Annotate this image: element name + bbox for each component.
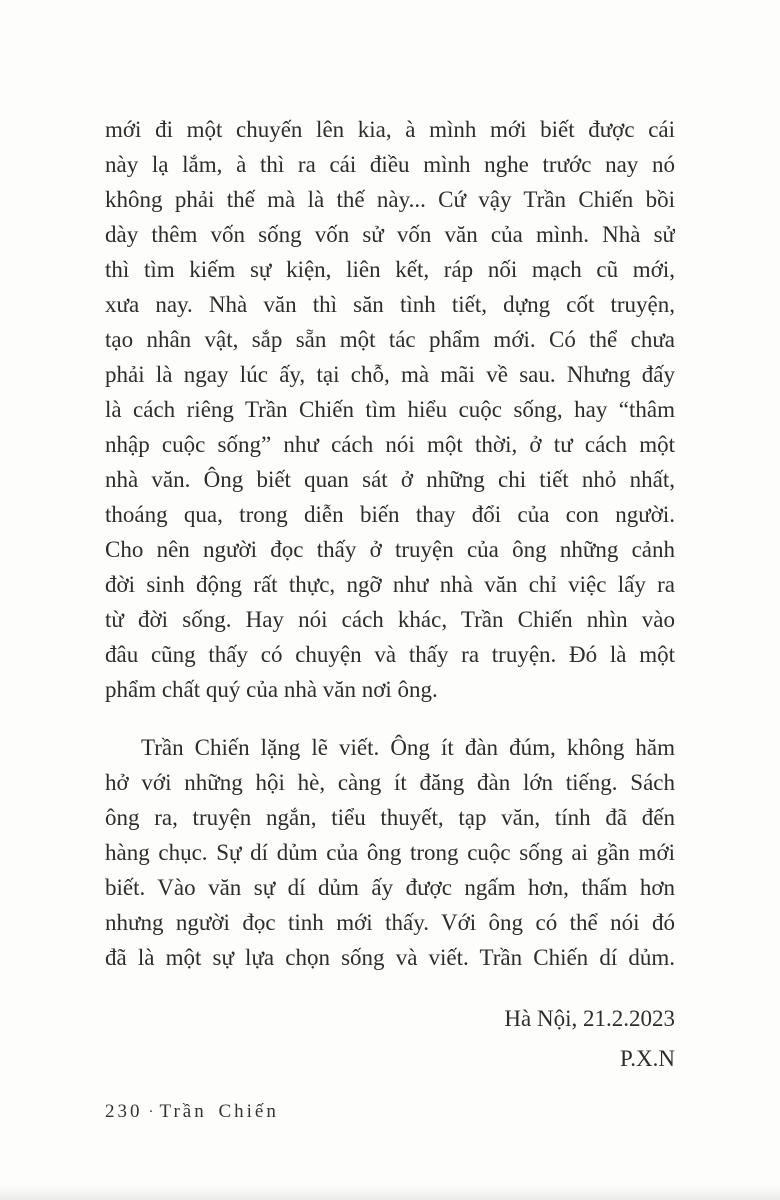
text-line: ông ra, truyện ngắn, tiểu thuyết, tạp văn, tính đã đến — [105, 805, 675, 830]
text-line: Cho nên người đọc thấy ở truyện của ông những cảnh — [105, 537, 675, 562]
text-line: biết. Vào văn sự dí dủm ấy được ngấm hơn, thấm hơn — [105, 875, 675, 900]
text-line: mới đi một chuyến lên kia, à mình mới biết được cái — [105, 117, 675, 142]
footer-separator: · — [148, 1104, 154, 1120]
running-title: Trần Chiến — [159, 1101, 279, 1122]
text-line: xưa nay. Nhà văn thì săn tình tiết, dựng cốt truyện, — [105, 292, 675, 317]
text-line: nhà văn. Ông biết quan sát ở những chi tiết nhỏ nhất, — [105, 467, 675, 492]
text-line: Hà Nội, 21.2.2023 — [504, 1006, 675, 1031]
text-line: phải là ngay lúc ấy, tại chỗ, mà mãi về sau. Nhưng đấy — [105, 362, 675, 387]
text-line: thì tìm kiếm sự kiện, liên kết, ráp nối mạch cũ mới, — [105, 257, 675, 282]
text-line: Trần Chiến lặng lẽ viết. Ông ít đàn đúm, không hăm — [141, 735, 675, 760]
text-line: P.X.N — [620, 1046, 675, 1071]
text-line: hở với những hội hè, càng ít đăng đàn lớn tiếng. Sách — [105, 770, 675, 795]
running-footer — [105, 1099, 279, 1125]
text-line: đã là một sự lựa chọn sống và viết. Trần Chiến dí dủm. — [105, 945, 675, 970]
text-line: đâu cũng thấy có chuyện và thấy ra truyện. Đó là một — [105, 642, 675, 667]
text-line: nhưng người đọc tinh mới thấy. Với ông có thể nói đó — [105, 910, 675, 935]
text-line: từ đời sống. Hay nói cách khác, Trần Chiến nhìn vào — [105, 607, 675, 632]
text-line: dày thêm vốn sống vốn sử vốn văn của mình. Nhà sử — [105, 222, 675, 247]
text-line: thoáng qua, trong diễn biến thay đổi của con người. — [105, 502, 675, 527]
text-block — [105, 112, 675, 1079]
signoff-block — [105, 999, 675, 1079]
text-line: là cách riêng Trần Chiến tìm hiểu cuộc sống, hay “thâm — [105, 397, 675, 422]
paragraph-continuation — [105, 112, 675, 707]
text-line: nhập cuộc sống” như cách nói một thời, ở tư cách một — [105, 432, 675, 457]
page-number: 230 — [105, 1101, 143, 1122]
paragraph-second — [105, 730, 675, 975]
text-line: hàng chục. Sự dí dủm của ông trong cuộc sống ai gần mới — [105, 840, 675, 865]
text-line: này lạ lắm, à thì ra cái điều mình nghe trước nay nó — [105, 152, 675, 177]
text-line: không phải thế mà là thế này... Cứ vậy Trần Chiến bồi — [105, 187, 675, 212]
text-line: đời sinh động rất thực, ngỡ như nhà văn chỉ việc lấy ra — [105, 572, 675, 597]
text-line: tạo nhân vật, sắp sẵn một tác phẩm mới. Có thể chưa — [105, 327, 675, 352]
text-line: phẩm chất quý của nhà văn nơi ông. — [105, 677, 438, 702]
